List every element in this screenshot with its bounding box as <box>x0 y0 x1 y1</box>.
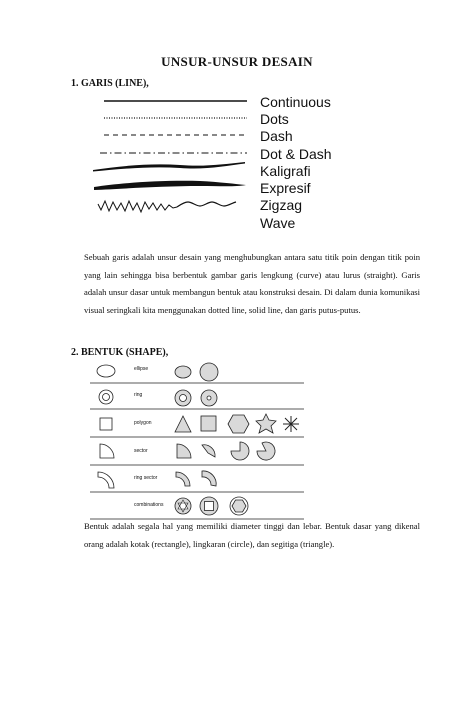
wave-line-sample <box>177 202 236 207</box>
line-label-wave: Wave <box>260 215 296 231</box>
shape-label-ring: ring <box>134 392 143 398</box>
ring-sector-icon <box>98 472 114 488</box>
hexagon-shape <box>228 415 249 433</box>
polygon-icon <box>100 418 112 430</box>
line-samples <box>90 90 255 235</box>
calligraphy-line-sample <box>93 162 245 172</box>
line-label-kaligrafi: Kaligrafi <box>260 163 311 179</box>
shape-label-combinations: combinations <box>134 502 164 508</box>
line-label-zigzag: Zigzag <box>260 197 303 213</box>
section-heading-line: 1. GARIS (LINE), <box>71 78 149 89</box>
shape-label-ellipse: ellipse <box>134 366 149 372</box>
sector-shape-small <box>177 444 191 458</box>
ring-sector-shape-small <box>176 472 190 486</box>
line-label-continuous: Continuous <box>260 94 331 110</box>
star-shape <box>256 414 276 433</box>
line-label-dot-dash: Dot & Dash <box>260 146 332 162</box>
page-title: UNSUR-UNSUR DESAIN <box>161 54 313 69</box>
ring-sector-shape-arc <box>202 471 216 486</box>
shape-table <box>90 357 305 522</box>
ellipse-icon <box>97 365 115 377</box>
square-shape <box>201 416 216 431</box>
sector-icon <box>100 444 114 458</box>
line-label-dots: Dots <box>260 111 289 127</box>
asterisk-shape <box>283 416 299 432</box>
ellipse-shape-filled <box>175 366 191 378</box>
expressive-line-sample <box>94 181 246 190</box>
shape-label-ring-sector: ring sector <box>134 475 158 481</box>
triangle-shape <box>175 416 191 432</box>
line-label-dash: Dash <box>260 128 293 144</box>
circle-shape-filled <box>200 363 218 381</box>
sector-shape-three-quarter <box>231 442 249 460</box>
sector-shape-partial <box>257 442 275 460</box>
section-heading-shape: 2. BENTUK (SHAPE), <box>71 347 169 358</box>
shape-label-sector: sector <box>134 448 148 454</box>
line-label-expresif: Expresif <box>260 180 311 196</box>
shape-description-paragraph: Bentuk adalah segala hal yang memiliki diameter tinggi dan lebar. Bentuk dasar yang dikenal orang adalah kotak (rectangle), lingkaran (circle), dan segitiga (triangle). <box>84 521 420 549</box>
line-description-paragraph: Sebuah garis adalah unsur desain yang menghubungkan antara satu titik poin dengan titik poin yang lain sehingga bisa berbentuk gambar garis lengkung (curve) atau lurus (straight). Garis adalah unsur dasar untuk membangun bentuk atau konstruksi desain. Di dalam dunia komunikasi visual seringkali kita menggunakan dotted line, solid line, dan garis putus-putus. <box>84 252 420 315</box>
sector-shape-quarter <box>202 445 215 457</box>
zigzag-line-sample <box>98 201 177 212</box>
shape-label-polygon: polygon <box>134 420 152 426</box>
